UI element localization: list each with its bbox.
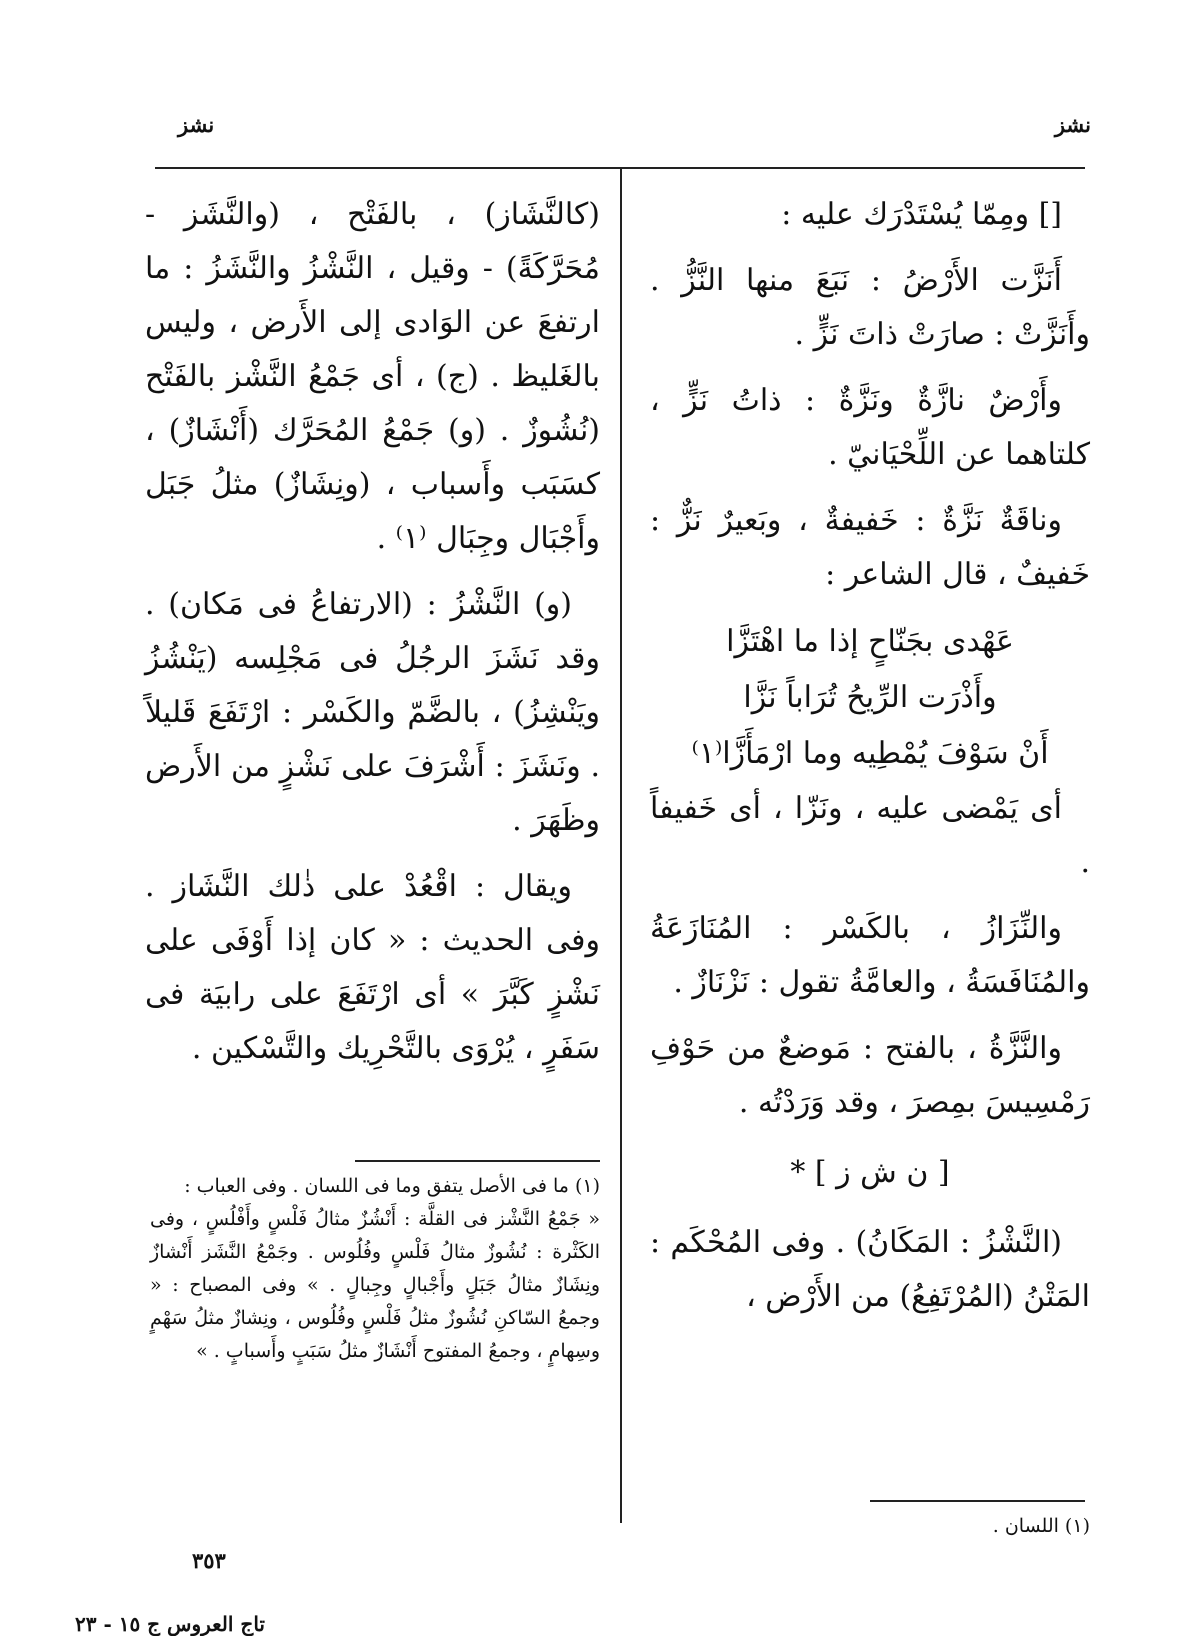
paragraph: وأَرْضٌ نازَّةٌ ونَزَّةٌ : ذاتُ نَزٍّ ، كلتاهما عن اللِّحْيَانيّ . [650,383,1090,472]
verse-line: أَنْ سَوْفَ يُمْطِيه وما ارْمَأَزَّا⁽١⁾ [691,736,1049,771]
paragraph: (كالنَّشَاز) ، بالفَتْح ، (والنَّشَز - مُحَرَّكَةً) - وقيل ، النَّشْزُ والنَّشَزُ : ما ارتفعَ عن الوَادى إلى الأَرض ، وليس بالغَليظ . (ج) ، أى جَمْعُ النَّشْز بالفَتْح (نُشُوزٌ . (و) جَمْعُ المُحَرَّك (أَنْشَازٌ) ، كسَبَب وأَسباب ، (ونِشَازٌ) مثلُ جَبَل وأَجْبَال وجِبَال ⁽١⁾ . [145,197,600,556]
column-divider [620,167,622,1523]
footnote-right: (١) اللسان . [992,1515,1090,1537]
signature-line: تاج العروس ج ١٥ - ٢٣ [75,1612,265,1636]
verse-line: وأَذْرَت الرِّيحُ تُرَاباً نَزَّا [743,680,997,715]
footnote-rule [870,1500,1085,1502]
poem-verses [650,614,1090,782]
footnote-line: (١) ما فى الأصل يتفق وما فى اللسان . وفى العباب : [184,1175,600,1197]
footnote-rule [355,1160,600,1162]
footnote-left [150,1170,600,1368]
paragraph: والنِّزَازُ ، بالكَسْر : المُنَازَعَةُ والمُنَافَسَةُ ، والعامَّةُ تقول : نَزْنَازٌ . [650,911,1090,1000]
paragraph: أى يَمْضى عليه ، ونَزّا ، أى خَفيفاً . [650,791,1090,880]
paragraph: وناقَةٌ نَزَّةٌ : خَفيفةٌ ، وبَعيرٌ نَزٌّ : خَفيفٌ ، قال الشاعر : [650,503,1090,592]
paragraph: (النَّشْزُ : المَكَانُ) . وفى المُحْكَم : المَتْنُ (المُرْتَفِعُ) من الأَرْض ، [650,1225,1090,1314]
verse-line: عَهْدى بجَنّاحٍ إذا ما اهْتَزَّا [726,624,1014,659]
running-head-left: نشز [178,112,215,137]
paragraph: [] ومِمّا يُسْتَدْرَك عليه : [781,197,1062,232]
running-head-right: نشز [1054,112,1091,137]
entry-heading: [ ن ش ز ] * [790,1155,950,1190]
paragraph: (و) النَّشْزُ : (الارتفاعُ فى مَكان) . وقد نَشَزَ الرجُلُ فى مَجْلِسه (يَنْشُزُ ويَنْشِزُ) ، بالضَّمّ والكَسْر : ارْتَفَعَ قَليلاً . ونَشَزَ : أَشْرَفَ على نَشْزٍ من الأَرض وظَهَرَ . [145,587,600,838]
right-column [650,188,1090,1336]
paragraph: والنَّزَّةُ ، بالفتح : مَوضعٌ من حَوْفِ رَمْسِيسَ بمِصرَ ، وقد وَرَدْتُه . [650,1031,1090,1120]
page-number: ٣٥٣ [192,1548,226,1573]
paragraph: أَنَزَّت الأَرْضُ : نَبَعَ منها النَّزُّ . وأَنَزَّتْ : صارَتْ ذاتَ نَزٍّ . [650,263,1090,352]
left-column [145,188,600,1088]
footnote-line: « جَمْعُ النَّشْز فى القلَّة : أَنْشُزٌ مثالُ فَلْسٍ وأَفْلُسٍ ، وفى الكَثْرة : نُشُوزٌ مثالُ فَلْسٍ وفُلُوس . وجَمْعُ النَّشَز أَنْشازٌ ونِشَازٌ مثالُ جَبَلٍ وأَجْبالٍ وجِبالٍ . » وفى المصباح : « وجمعُ السّاكنِ نُشُوزٌ مثلُ فَلْسٍ وفُلُوس ، ونِشازٌ مثلُ سَهْمٍ وسِهامٍ ، وجمعُ المفتوح أَنْشَازٌ مثلُ سَبَبٍ وأَسبابٍ . » [150,1208,600,1362]
paragraph: ويقال : اقْعُدْ على ذٰلك النَّشَاز . وفى الحديث : « كان إذا أَوْفَى على نَشْزٍ كَبَّرَ » أى ارْتَفَعَ على رابيَة فى سَفَرٍ ، يُرْوَى بالتَّحْرِيك والتَّسْكين . [145,869,600,1066]
